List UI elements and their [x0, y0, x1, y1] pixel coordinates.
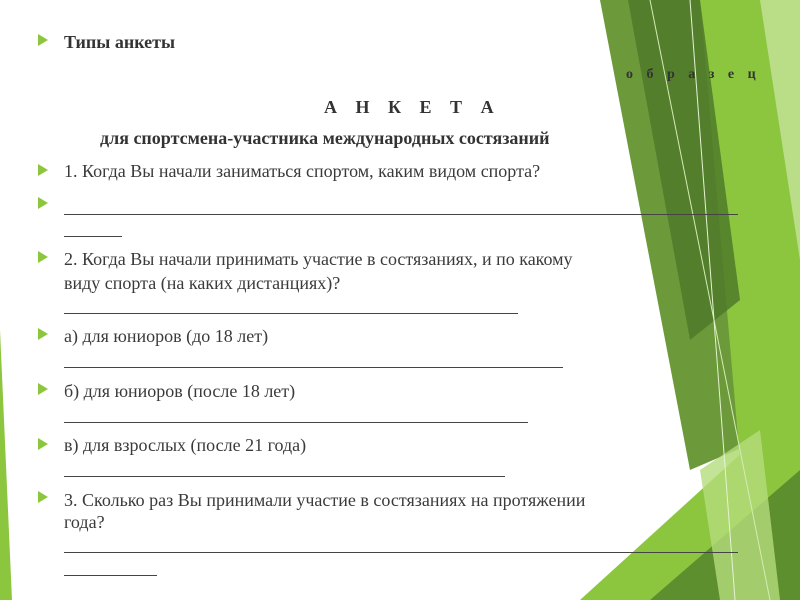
bullet-icon: [38, 197, 48, 209]
option-a: а) для юниоров (до 18 лет): [64, 326, 269, 346]
bullet-icon: [38, 251, 48, 263]
answer-line: [64, 236, 122, 237]
bullet-icon: [38, 383, 48, 395]
answer-line: [64, 367, 563, 368]
form-subtitle: для спортсмена-участника международных состязаний: [100, 128, 550, 148]
answer-line: [64, 313, 518, 314]
option-c: в) для взрослых (после 21 года): [64, 435, 307, 455]
question-3-line-1: 3. Сколько раз Вы принимали участие в состязаниях на протяжении: [64, 490, 586, 510]
answer-line: [64, 214, 738, 215]
question-2-line-1: 2. Когда Вы начали принимать участие в состязаниях, и по какому: [64, 249, 573, 269]
form-heading: А Н К Е Т А: [324, 97, 501, 117]
answer-line: [64, 422, 528, 423]
bullet-icon: [38, 164, 48, 176]
sample-label: о б р а з е ц: [626, 67, 761, 82]
option-b: б) для юниоров (после 18 лет): [64, 381, 296, 401]
answer-line: [64, 552, 738, 553]
question-1: 1. Когда Вы начали заниматься спортом, каким видом спорта?: [64, 161, 541, 181]
bullet-icon: [38, 491, 48, 503]
bullet-icon: [38, 438, 48, 450]
answer-line: [64, 476, 505, 477]
slide-title: Типы анкеты: [64, 32, 176, 52]
answer-line: [64, 575, 157, 576]
bullet-icon: [38, 34, 48, 46]
question-3-line-2: года?: [64, 512, 105, 532]
question-2-line-2: виду спорта (на каких дистанциях)?: [64, 273, 341, 293]
bullet-icon: [38, 328, 48, 340]
